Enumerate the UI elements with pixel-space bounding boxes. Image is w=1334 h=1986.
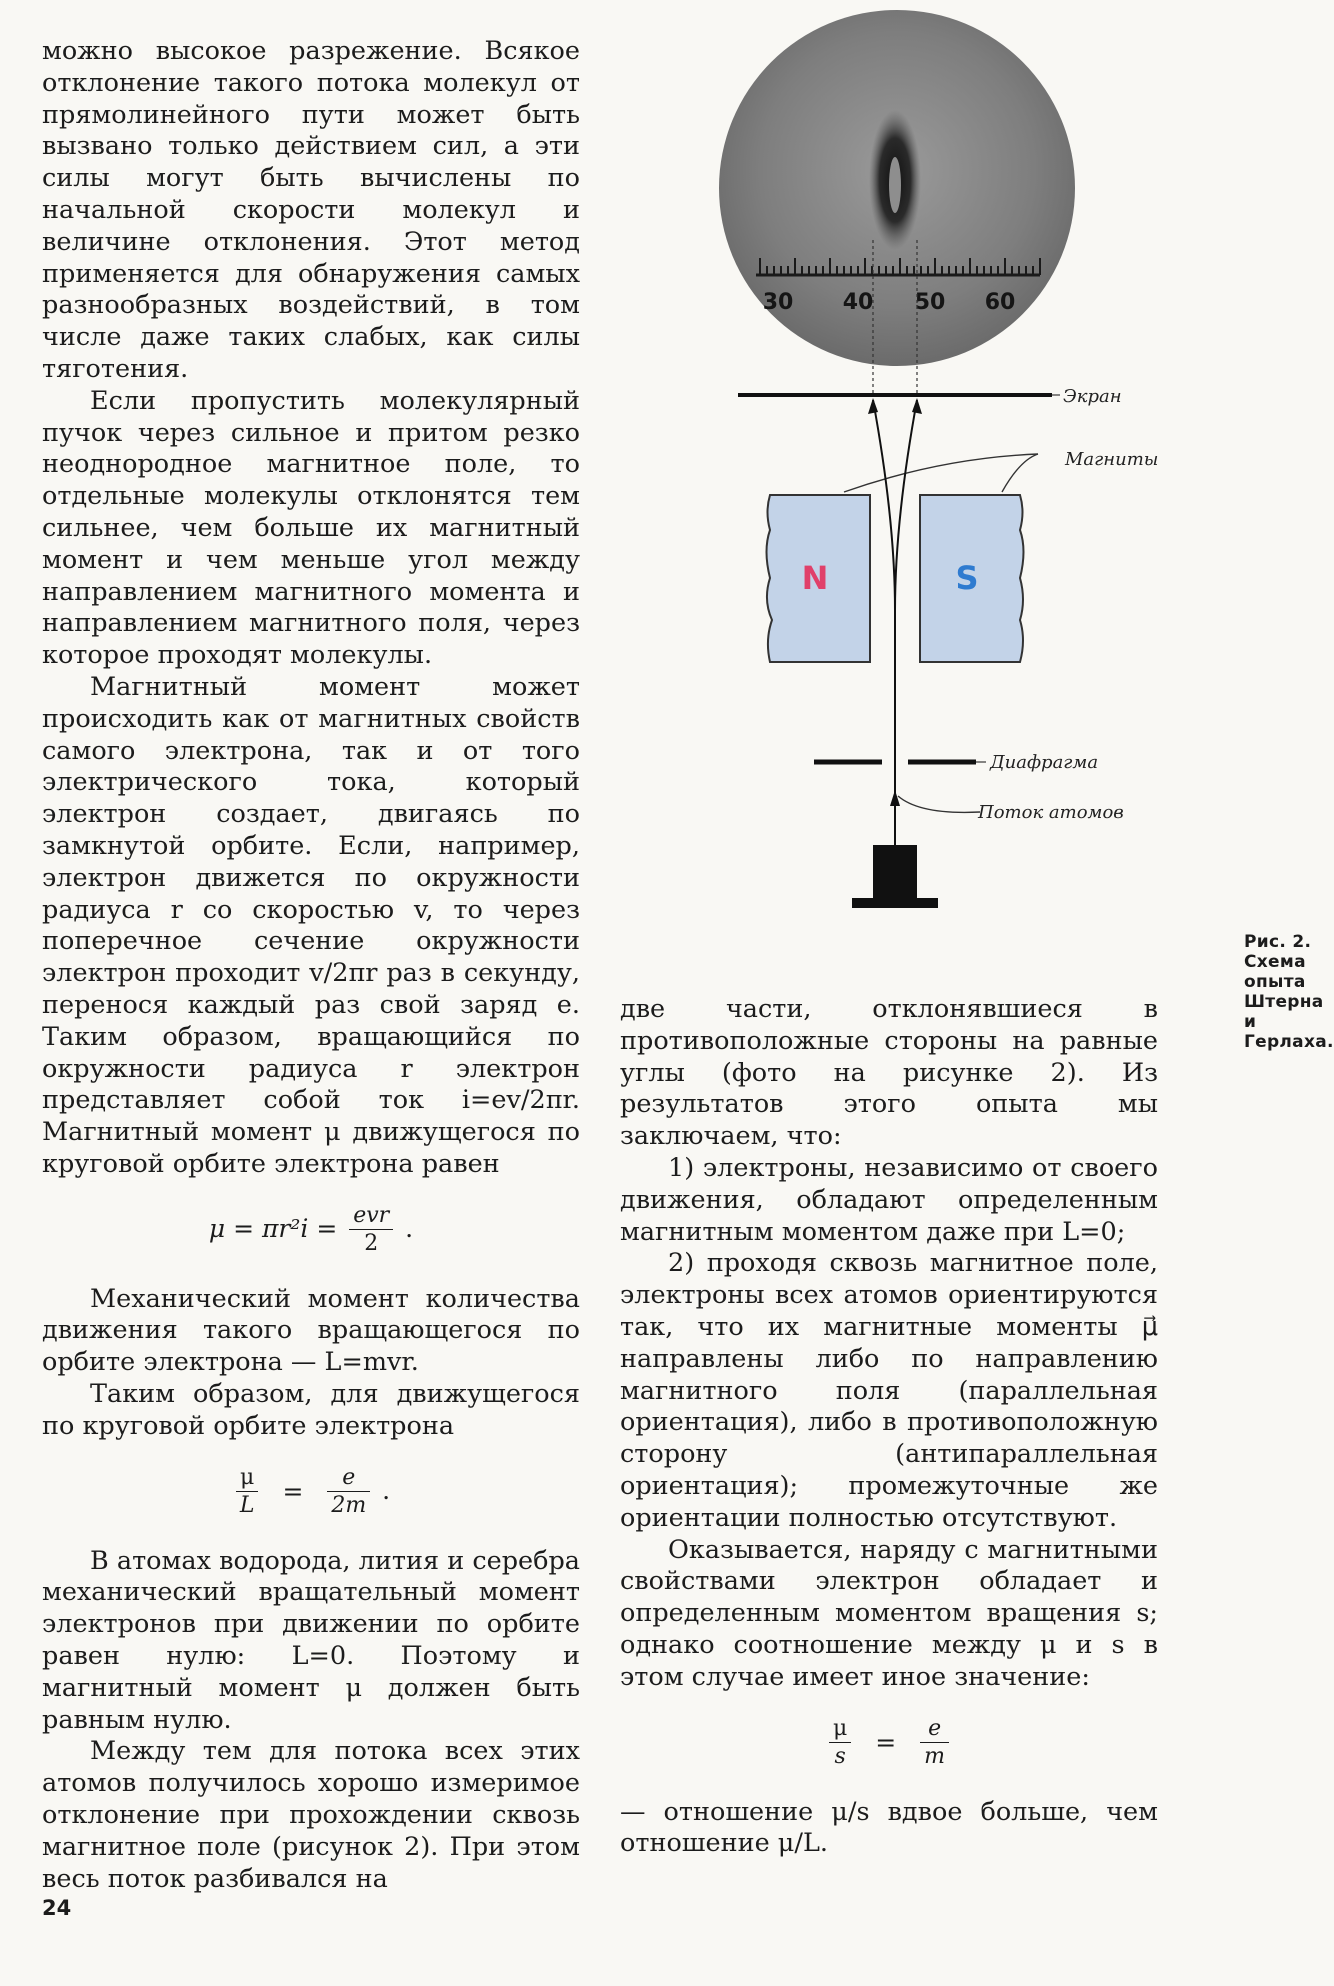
label-beam: Поток атомов	[978, 802, 1124, 823]
stern-gerlach-diagram	[620, 0, 1200, 930]
fraction-denominator: s	[834, 1743, 846, 1769]
beam-branch-left	[873, 400, 895, 610]
figure-stern-gerlach	[620, 0, 1334, 1052]
scale-label: 50	[914, 290, 946, 315]
paragraph: Магнитный момент может происходить как от магнитных свойств самого электрона, так и от того электрического тока, который электрон создает, двигаясь по замкнутой орбите. Если, например, электрон движется по окружности радиуса r со скоростью v, то через поперечное сечение окружности электрон проходит v/2πr раз в секунду, перенося каждый раз свой заряд e. Таким образом, вращающийся по окружности радиуса r электрон представляет собой ток i=ev/2πr. Магнитный момент μ движущегося по круговой орбите электрона равен	[42, 671, 580, 1179]
arrowhead	[912, 398, 922, 414]
formula-magnetic-moment	[42, 1203, 580, 1258]
fraction-numerator: e	[920, 1716, 949, 1743]
beam-leader	[898, 796, 980, 812]
magnets-leader	[844, 454, 1038, 492]
paragraph: Если пропустить молекулярный пучок через сильное и притом резко неоднородное магнитное поле, то отдельные молекулы отклонятся тем сильнее, чем больше их магнитный момент и чем меньше угол между направлением магнитного момента и направлением магнитного поля, через которое проходят молекулы.	[42, 385, 580, 671]
fraction-denominator: 2m	[331, 1492, 367, 1518]
right-text-column	[620, 994, 1158, 1860]
label-magnets: Магниты	[1065, 449, 1159, 470]
paragraph: можно высокое разрежение. Всякое отклонение такого потока молекул от прямолинейного пути может быть вызвано только действием сил, а эти силы могут быть вычислены по начальной скорости молекул и величине отклонения. Этот метод применяется для обнаружения самых разнообразных воздействий, в том числе даже таких слабых, как силы тяготения.	[42, 36, 580, 384]
fraction	[829, 1716, 851, 1771]
scale-label: 60	[984, 290, 1016, 315]
fraction-denominator: 2	[364, 1230, 379, 1256]
formula-end: .	[382, 1475, 391, 1505]
paragraph: Механический момент количества движения такого вращающегося по орбите электрона — L=mvr.	[42, 1283, 580, 1378]
fraction-numerator: e	[327, 1465, 370, 1492]
arrowhead	[890, 790, 900, 806]
paragraph: Между тем для потока всех этих атомов получилось хорошо измеримое отклонение при прохождении сквозь магнитное поле (рисунок 2). При этом весь поток разбивался на	[42, 1736, 580, 1894]
magnet-n-label: N	[801, 559, 829, 597]
scale-label: 30	[762, 290, 794, 315]
paragraph: В атомах водорода, лития и серебра механический вращательный момент электронов при движении по орбите равен нулю: L=0. Поэтому и магнитный момент μ должен быть равным нулю.	[42, 1545, 580, 1735]
list-item: 1) электроны, независимо от своего движения, обладают определенным магнитным моментом даже при L=0;	[620, 1152, 1158, 1247]
label-diaphragm: Диафрагма	[990, 752, 1099, 773]
deflection-trace-gap	[889, 157, 901, 213]
left-text-column	[42, 36, 580, 1895]
fraction-denominator: L	[239, 1492, 255, 1518]
equals-sign: =	[282, 1477, 304, 1507]
fraction-numerator: evr	[349, 1203, 393, 1230]
magnets-leader	[1002, 454, 1038, 492]
fraction	[349, 1203, 393, 1258]
fraction	[920, 1716, 949, 1771]
formula-ratio-mu-s	[620, 1716, 1158, 1771]
fraction	[236, 1465, 259, 1520]
atom-source	[873, 845, 917, 905]
magnet-s-label: S	[955, 559, 979, 597]
formula-end: .	[405, 1213, 414, 1243]
formula-ratio-mu-l	[42, 1465, 580, 1520]
paragraph: две части, отклонявшиеся в противоположные стороны на равные углы (фото на рисунке 2). Из результатов этого опыта мы заключаем, что:	[620, 994, 1158, 1152]
fraction	[327, 1465, 370, 1520]
fraction-denominator: m	[924, 1743, 946, 1769]
figure-caption: Рис. 2. Схема опыта Штерна и Герлаха.	[1244, 932, 1334, 1052]
equals-sign: =	[875, 1728, 897, 1758]
scale-label: 40	[842, 290, 874, 315]
paragraph: Таким образом, для движущегося по круговой орбите электрона	[42, 1379, 580, 1441]
fraction-numerator: μ	[829, 1716, 851, 1743]
formula-lhs: μ = πr²i =	[208, 1213, 338, 1243]
paragraph: — отношение μ/s вдвое больше, чем отношение μ/L.	[620, 1796, 1158, 1859]
list-item: 2) проходя сквозь магнитное поле, электроны всех атомов ориентируются так, что их магнитные моменты μ⃗ направлены либо по направлению магнитного поля (параллельная ориентация), либо в противоположную сторону (антипараллельная ориентация); промежуточные же ориентации полностью отсутствуют.	[620, 1248, 1158, 1533]
arrowhead	[868, 398, 878, 414]
beam-branch-right	[895, 400, 917, 610]
paragraph: Оказывается, наряду с магнитными свойствами электрон обладает и определенным моментом вращения s; однако соотношение между μ и s в этом случае имеет иное значение:	[620, 1534, 1158, 1692]
fraction-numerator: μ	[236, 1465, 259, 1492]
label-screen: Экран	[1063, 386, 1122, 407]
page-number: 24	[42, 1896, 72, 1920]
atom-source-base	[852, 898, 938, 908]
